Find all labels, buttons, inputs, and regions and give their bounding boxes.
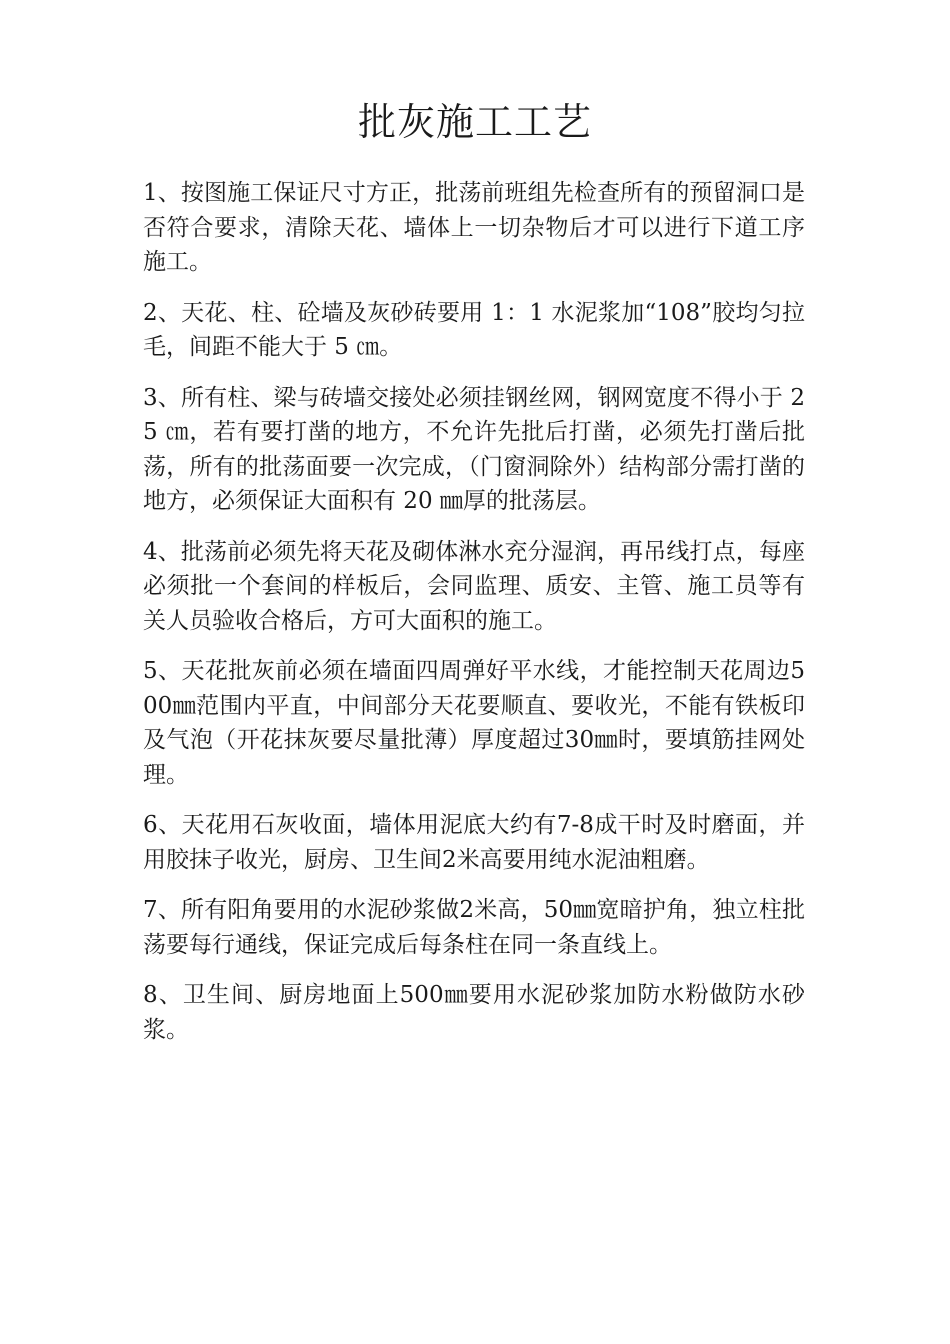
paragraph-1: 1、按图施工保证尺寸方正，批荡前班组先检查所有的预留洞口是否符合要求，清除天花、墙体上一切杂物后才可以进行下道工序施工。 xyxy=(143,180,805,275)
paragraph-8: 8、卫生间、厨房地面上500㎜要用水泥砂浆加防水粉做防水砂浆。 xyxy=(143,982,805,1043)
document-body xyxy=(143,176,805,1063)
paragraph-4: 4、批荡前必须先将天花及砌体淋水充分湿润，再吊线打点，每座必须批一个套间的样板后，会同监理、质安、主管、施工员等有关人员验收合格后，方可大面积的施工。 xyxy=(143,538,805,634)
paragraph-6: 6、天花用石灰收面，墙体用泥底大约有7-8成干时及时磨面，并用胶抹子收光，厨房、卫生间2米高要用纯水泥油粗磨。 xyxy=(143,812,805,873)
paragraph-5: 5、天花批灰前必须在墙面四周弹好平水线，才能控制天花周边500㎜范围内平直，中间部分天花要顺直、要收光，不能有铁板印及气泡（开花抹灰要尽量批薄）厚度超过30㎜时，要填筋挂网处理。 xyxy=(143,658,805,788)
page-title: 批灰施工工艺 xyxy=(357,100,592,144)
paragraph-2: 2、天花、柱、砼墙及灰砂砖要用 1：1 水泥浆加“108”胶均匀拉毛，间距不能大于 5 ㎝。 xyxy=(143,299,805,360)
paragraph-7: 7、所有阳角要用的水泥砂浆做2米高，50㎜宽暗护角，独立柱批荡要每行通线，保证完成后每条柱在同一条直线上。 xyxy=(143,897,805,958)
paragraph-3: 3、所有柱、梁与砖墙交接处必须挂钢丝网，钢网宽度不得小于 25 ㎝，若有要打凿的地方，不允许先批后打凿，必须先打凿后批荡，所有的批荡面要一次完成，（门窗洞除外）结构部分需打凿的地方，必须保证大面积有 20 ㎜厚的批荡层。 xyxy=(143,384,805,514)
